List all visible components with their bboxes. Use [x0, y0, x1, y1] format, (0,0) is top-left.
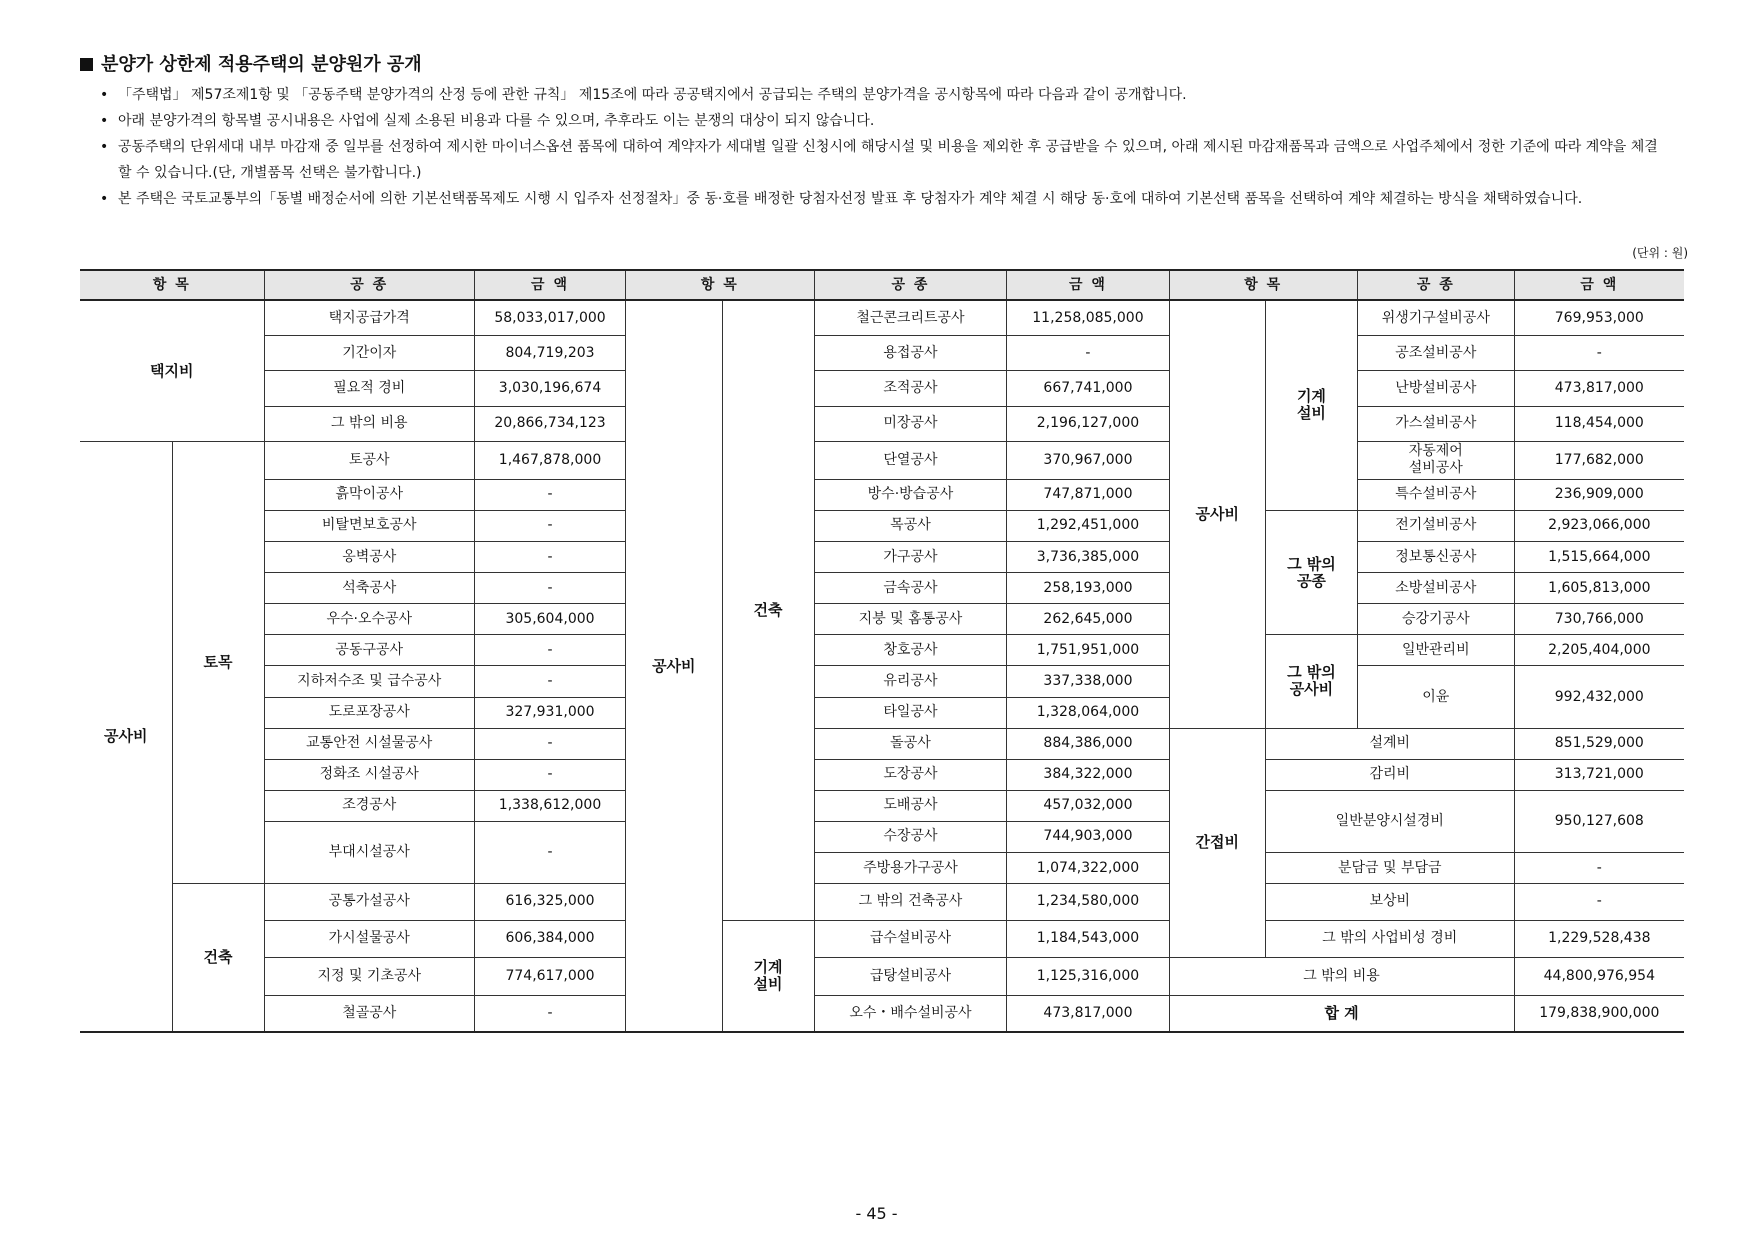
- work-amount: 1,515,664,000: [1514, 541, 1684, 572]
- work-amount: 2,205,404,000: [1514, 635, 1684, 666]
- work-amount: 1,074,322,000: [1007, 853, 1169, 884]
- cost-disclosure-table: [80, 269, 1684, 1033]
- work-name: 교통안전 시설물공사: [264, 728, 474, 759]
- work-name: 지하저수조 및 급수공사: [264, 666, 474, 697]
- work-name: 조적공사: [814, 371, 1007, 406]
- work-name: 타일공사: [814, 697, 1007, 728]
- work-name: 기간이자: [264, 335, 474, 370]
- work-name: 오수・배수설비공사: [814, 995, 1007, 1032]
- work-name: 석축공사: [264, 573, 474, 604]
- work-amount: 884,386,000: [1007, 728, 1169, 759]
- group-mechanical: 기계 설비: [1265, 300, 1357, 510]
- work-amount: 1,234,580,000: [1007, 884, 1169, 920]
- header-work: 공 종: [814, 270, 1007, 300]
- work-amount: -: [474, 995, 625, 1032]
- total-amount: 179,838,900,000: [1514, 995, 1684, 1032]
- work-amount: 1,125,316,000: [1007, 958, 1169, 996]
- table-row: [80, 635, 1684, 666]
- work-name: 자동제어 설비공사: [1357, 442, 1514, 480]
- work-amount: 258,193,000: [1007, 573, 1169, 604]
- work-name: 공동구공사: [264, 635, 474, 666]
- table-row: [80, 884, 1684, 920]
- work-name: 지붕 및 홈통공사: [814, 604, 1007, 635]
- work-name: 급수설비공사: [814, 920, 1007, 958]
- work-name: 공조설비공사: [1357, 335, 1514, 370]
- notice-item: • 아래 분양가격의 항목별 공시내용은 사업에 실제 소용된 비용과 다를 수 있으며, 추후라도 이는 분쟁의 대상이 되지 않습니다.: [100, 108, 1660, 134]
- header-work: 공 종: [1357, 270, 1514, 300]
- header-amount: 금 액: [1514, 270, 1684, 300]
- work-amount: -: [1514, 884, 1684, 920]
- work-amount: 616,325,000: [474, 884, 625, 920]
- work-amount: 851,529,000: [1514, 728, 1684, 759]
- work-name: 위생기구설비공사: [1357, 300, 1514, 335]
- page-title: [80, 50, 422, 76]
- total-label: 합 계: [1169, 995, 1514, 1032]
- work-amount: 473,817,000: [1007, 995, 1169, 1032]
- work-name: 수장공사: [814, 821, 1007, 852]
- work-amount: 384,322,000: [1007, 759, 1169, 790]
- work-amount: -: [1514, 853, 1684, 884]
- work-name: 이윤: [1357, 666, 1514, 728]
- work-name: 우수·오수공사: [264, 604, 474, 635]
- header-item: 항 목: [1169, 270, 1357, 300]
- work-amount: 744,903,000: [1007, 821, 1169, 852]
- work-amount: -: [474, 541, 625, 572]
- work-name: 택지공급가격: [264, 300, 474, 335]
- work-amount: 2,196,127,000: [1007, 406, 1169, 441]
- group-civil: 토목: [172, 442, 264, 884]
- header-amount: 금 액: [1007, 270, 1169, 300]
- work-amount: 774,617,000: [474, 958, 625, 996]
- work-amount: 370,967,000: [1007, 442, 1169, 480]
- group-construction-cost: 공사비: [1169, 300, 1265, 728]
- work-amount: 667,741,000: [1007, 371, 1169, 406]
- work-name: 옹벽공사: [264, 541, 474, 572]
- work-name: 난방설비공사: [1357, 371, 1514, 406]
- work-name: 주방용가구공사: [814, 853, 1007, 884]
- work-amount: 769,953,000: [1514, 300, 1684, 335]
- work-name: 도로포장공사: [264, 697, 474, 728]
- notice-item: • 공동주택의 단위세대 내부 마감재 중 일부를 선정하여 제시한 마이너스옵션 품목에 대하여 계약자가 세대별 일괄 신청시에 해당시설 및 비용을 제외한 후 공급받을 수 있으며, 아래 제시된 마감재품목과 금액으로 사업주체에서 정한 기준에 따라 계약을 체결할 수 있습니다.(단, 개별품목 선택은 불가합니다.): [100, 134, 1660, 186]
- work-name: 단열공사: [814, 442, 1007, 480]
- work-name: 그 밖의 사업비성 경비: [1265, 920, 1514, 958]
- work-amount: 1,338,612,000: [474, 790, 625, 821]
- work-name: 가구공사: [814, 541, 1007, 572]
- table-row: [80, 666, 1684, 697]
- work-name: 가스설비공사: [1357, 406, 1514, 441]
- work-amount: 327,931,000: [474, 697, 625, 728]
- work-name: 유리공사: [814, 666, 1007, 697]
- work-amount: 20,866,734,123: [474, 406, 625, 441]
- work-name: 보상비: [1265, 884, 1514, 920]
- work-amount: 1,751,951,000: [1007, 635, 1169, 666]
- table-row: [80, 573, 1684, 604]
- work-amount: 2,923,066,000: [1514, 510, 1684, 541]
- group-other-works: 그 밖의 공종: [1265, 510, 1357, 634]
- work-name: 필요적 경비: [264, 371, 474, 406]
- work-amount: 457,032,000: [1007, 790, 1169, 821]
- table-row: [80, 442, 1684, 480]
- work-name: 감리비: [1265, 759, 1514, 790]
- notice-item: • 본 주택은 국토교통부의「동별 배정순서에 의한 기본선택품목제도 시행 시 입주자 선정절차」중 동·호를 배정한 당첨자선정 발표 후 당첨자가 계약 체결 시 해당 동·호에 대하여 기본선택 품목을 선택하여 계약 체결하는 방식을 채택하였습니다.: [100, 186, 1660, 212]
- work-amount: 337,338,000: [1007, 666, 1169, 697]
- work-amount: 950,127,608: [1514, 790, 1684, 852]
- work-name: 일반분양시설경비: [1265, 790, 1514, 852]
- work-name: 비탈면보호공사: [264, 510, 474, 541]
- work-name: 창호공사: [814, 635, 1007, 666]
- work-amount: -: [1514, 335, 1684, 370]
- work-name: 정화조 시설공사: [264, 759, 474, 790]
- work-name: 그 밖의 건축공사: [814, 884, 1007, 920]
- table-row: [80, 406, 1684, 441]
- work-name: 설계비: [1265, 728, 1514, 759]
- unit-label: (단위 : 원): [1632, 246, 1688, 260]
- page-number: - 45 -: [855, 1204, 898, 1223]
- table-row: [80, 995, 1684, 1032]
- header-work: 공 종: [264, 270, 474, 300]
- work-amount: 118,454,000: [1514, 406, 1684, 441]
- work-amount: -: [474, 510, 625, 541]
- work-amount: 1,292,451,000: [1007, 510, 1169, 541]
- table-row: [80, 920, 1684, 958]
- table-row: [80, 790, 1684, 821]
- work-amount: -: [474, 666, 625, 697]
- work-amount: 305,604,000: [474, 604, 625, 635]
- work-amount: 11,258,085,000: [1007, 300, 1169, 335]
- table-row: [80, 371, 1684, 406]
- work-amount: -: [474, 728, 625, 759]
- work-name: 그 밖의 비용: [264, 406, 474, 441]
- table-row: [80, 728, 1684, 759]
- work-amount: 177,682,000: [1514, 442, 1684, 480]
- work-amount: 262,645,000: [1007, 604, 1169, 635]
- work-amount: -: [474, 479, 625, 510]
- work-name: 특수설비공사: [1357, 479, 1514, 510]
- work-name: 정보통신공사: [1357, 541, 1514, 572]
- work-name: 일반관리비: [1357, 635, 1514, 666]
- work-amount: 236,909,000: [1514, 479, 1684, 510]
- work-name: 토공사: [264, 442, 474, 480]
- notice-item: • 「주택법」 제57조제1항 및 「공동주택 분양가격의 산정 등에 관한 규칙」 제15조에 따라 공공택지에서 공급되는 주택의 분양가격을 공시항목에 따라 다음과 같이 공개합니다.: [100, 82, 1660, 108]
- work-name: 목공사: [814, 510, 1007, 541]
- group-building: 건축: [172, 884, 264, 1032]
- other-expense-label: 그 밖의 비용: [1169, 958, 1514, 996]
- work-amount: 1,328,064,000: [1007, 697, 1169, 728]
- work-amount: -: [474, 821, 625, 883]
- other-expense-amount: 44,800,976,954: [1514, 958, 1684, 996]
- group-mechanical: 기계 설비: [722, 920, 814, 1032]
- table-row: [80, 958, 1684, 996]
- work-amount: 804,719,203: [474, 335, 625, 370]
- work-name: 흙막이공사: [264, 479, 474, 510]
- page-title-text: 분양가 상한제 적용주택의 분양원가 공개: [101, 54, 422, 75]
- work-name: 도배공사: [814, 790, 1007, 821]
- work-amount: -: [474, 573, 625, 604]
- work-name: 급탕설비공사: [814, 958, 1007, 996]
- work-name: 부대시설공사: [264, 821, 474, 883]
- work-amount: 1,605,813,000: [1514, 573, 1684, 604]
- work-name: 방수·방습공사: [814, 479, 1007, 510]
- header-amount: 금 액: [474, 270, 625, 300]
- table-row: [80, 479, 1684, 510]
- work-name: 승강기공사: [1357, 604, 1514, 635]
- work-name: 미장공사: [814, 406, 1007, 441]
- work-amount: 1,229,528,438: [1514, 920, 1684, 958]
- work-name: 철근콘크리트공사: [814, 300, 1007, 335]
- work-amount: 58,033,017,000: [474, 300, 625, 335]
- work-amount: 1,467,878,000: [474, 442, 625, 480]
- table-row: [80, 759, 1684, 790]
- header-item: 항 목: [626, 270, 814, 300]
- work-amount: -: [474, 635, 625, 666]
- group-land: 택지비: [80, 300, 264, 442]
- table-header-row: [80, 270, 1684, 300]
- work-amount: 3,736,385,000: [1007, 541, 1169, 572]
- work-amount: -: [474, 759, 625, 790]
- work-name: 지정 및 기초공사: [264, 958, 474, 996]
- group-construction-cost: 공사비: [626, 300, 722, 1032]
- table-row: [80, 541, 1684, 572]
- work-amount: 313,721,000: [1514, 759, 1684, 790]
- work-name: 도장공사: [814, 759, 1007, 790]
- square-bullet-icon: [80, 58, 93, 71]
- group-indirect: 간접비: [1169, 728, 1265, 958]
- work-amount: 473,817,000: [1514, 371, 1684, 406]
- work-amount: 747,871,000: [1007, 479, 1169, 510]
- header-item: 항 목: [80, 270, 264, 300]
- group-other-cost: 그 밖의 공사비: [1265, 635, 1357, 728]
- work-name: 가시설물공사: [264, 920, 474, 958]
- work-name: 철골공사: [264, 995, 474, 1032]
- work-name: 전기설비공사: [1357, 510, 1514, 541]
- work-amount: 992,432,000: [1514, 666, 1684, 728]
- work-name: 금속공사: [814, 573, 1007, 604]
- work-name: 돌공사: [814, 728, 1007, 759]
- table-row: [80, 335, 1684, 370]
- group-building: 건축: [722, 300, 814, 920]
- notice-list: [100, 82, 1660, 212]
- table-row: [80, 604, 1684, 635]
- work-amount: 606,384,000: [474, 920, 625, 958]
- work-amount: 730,766,000: [1514, 604, 1684, 635]
- work-amount: 1,184,543,000: [1007, 920, 1169, 958]
- cost-table-body: [80, 270, 1684, 1032]
- table-row: [80, 510, 1684, 541]
- work-name: 분담금 및 부담금: [1265, 853, 1514, 884]
- work-amount: 3,030,196,674: [474, 371, 625, 406]
- table-row: [80, 300, 1684, 335]
- work-name: 용접공사: [814, 335, 1007, 370]
- work-name: 조경공사: [264, 790, 474, 821]
- work-amount: -: [1007, 335, 1169, 370]
- work-name: 공통가설공사: [264, 884, 474, 920]
- work-name: 소방설비공사: [1357, 573, 1514, 604]
- group-construction-cost: 공사비: [80, 442, 172, 1032]
